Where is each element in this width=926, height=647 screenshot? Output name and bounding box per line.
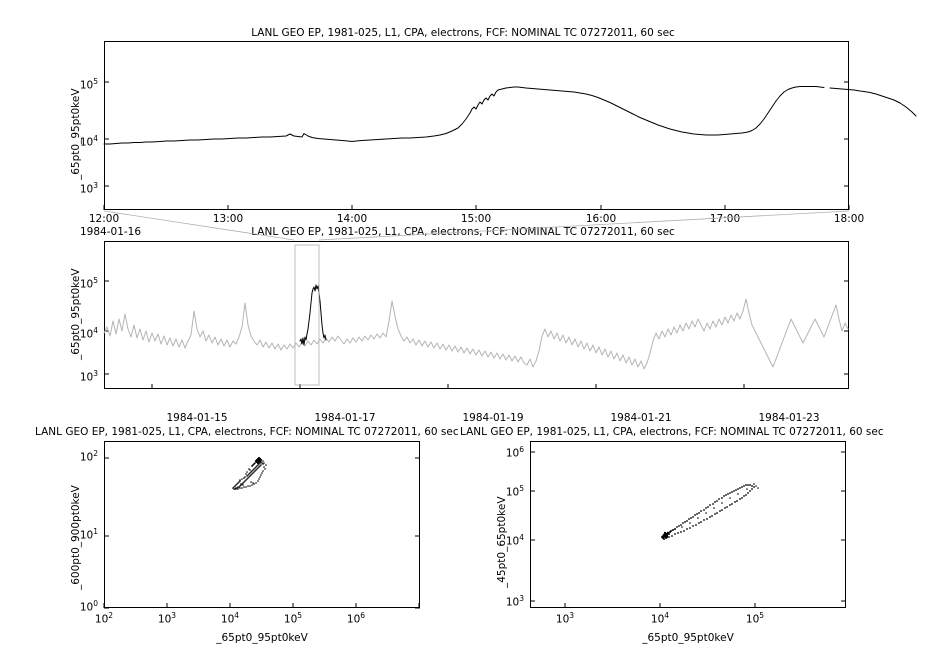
bottom-left-point-cloud (232, 457, 267, 490)
middle-xtick-1: 1984-01-17 (314, 412, 376, 424)
bottom-left-scatter-svg (104, 441, 420, 608)
middle-y-axis-label: _65pt0_95pt0keV (70, 268, 82, 360)
top-ytick-5: $10^5$ (79, 77, 98, 92)
bottom-right-y-axis-label: _45pt0_65pt0keV (496, 496, 508, 588)
top-y-axis-label: _65pt0_95pt0keV (70, 88, 82, 180)
top-xtick-2: 14:00 (336, 213, 368, 225)
zoom-connector-lines (104, 210, 849, 245)
top-series-svg (104, 41, 849, 210)
top-xtick-4: 16:00 (585, 213, 617, 225)
top-xtick-6: 18:00 (833, 213, 865, 225)
middle-panel-title: LANL GEO EP, 1981-025, L1, CPA, electrons, FCF: NOMINAL TC 07272011, 60 sec (251, 226, 675, 238)
middle-ytick-5: $10^5$ (79, 276, 98, 291)
bottom-left-panel-title: LANL GEO EP, 1981-025, L1, CPA, electrons, FCF: NOMINAL TC 07272011, 60 sec (35, 426, 459, 438)
bottom-right-point-cloud (661, 483, 759, 540)
bottom-left-xtick-2: $10^4$ (220, 611, 240, 626)
bottom-left-y-axis-label: _600pt0_900pt0keV (70, 485, 82, 590)
bottom-right-xtick-1: $10^4$ (650, 611, 670, 626)
bottom-right-x-axis-label: _65pt0_95pt0keV (642, 632, 734, 644)
bottom-left-xtick-4: $10^6$ (346, 611, 366, 626)
middle-series-svg (104, 241, 849, 389)
top-ytick-4: $10^4$ (79, 134, 98, 149)
bottom-left-ytick-2: $10^2$ (79, 449, 98, 464)
top-panel-title: LANL GEO EP, 1981-025, L1, CPA, electrons, FCF: NOMINAL TC 07272011, 60 sec (251, 27, 675, 39)
middle-ytick-3: $10^3$ (79, 369, 98, 384)
middle-xtick-3: 1984-01-21 (610, 412, 672, 424)
bottom-right-ytick-3: $10^6$ (505, 445, 524, 460)
top-ytick-3: $10^3$ (79, 181, 98, 196)
bottom-left-x-axis-label: _65pt0_95pt0keV (216, 632, 308, 644)
bottom-right-xtick-2: $10^5$ (745, 611, 765, 626)
top-xtick-5: 17:00 (709, 213, 741, 225)
bottom-right-scatter-svg (530, 441, 846, 608)
bottom-right-xtick-0: $10^3$ (555, 611, 575, 626)
bottom-right-ytick-1: $10^4$ (505, 533, 524, 548)
bottom-left-xtick-3: $10^5$ (283, 611, 303, 626)
bottom-left-xtick-0: $10^2$ (94, 611, 114, 626)
top-xtick-1: 13:00 (212, 213, 244, 225)
bottom-right-panel-title: LANL GEO EP, 1981-025, L1, CPA, electrons, FCF: NOMINAL TC 07272011, 60 sec (460, 426, 884, 438)
bottom-right-ytick-0: $10^3$ (505, 594, 524, 609)
middle-xtick-2: 1984-01-19 (462, 412, 524, 424)
bottom-left-ytick-1: $10^1$ (79, 527, 98, 542)
top-date-label: 1984-01-16 (80, 226, 142, 238)
top-xtick-0: 12:00 (88, 213, 120, 225)
top-xtick-3: 15:00 (460, 213, 492, 225)
middle-xtick-0: 1984-01-15 (166, 412, 228, 424)
middle-ytick-4: $10^4$ (79, 326, 98, 341)
bottom-left-ytick-0: $10^0$ (79, 599, 98, 614)
bottom-right-ytick-2: $10^5$ (505, 484, 524, 499)
middle-xtick-4: 1984-01-23 (758, 412, 820, 424)
bottom-left-xtick-1: $10^3$ (157, 611, 177, 626)
